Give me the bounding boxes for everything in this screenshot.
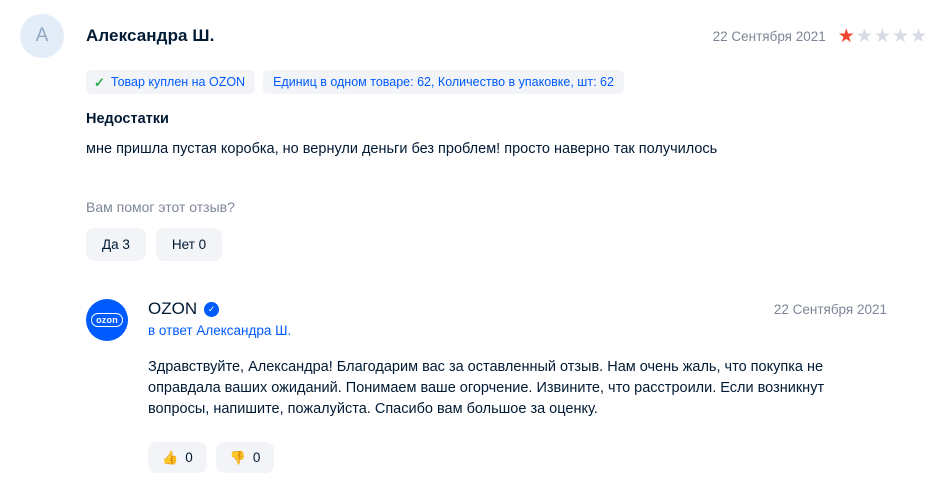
seller-reply-header <box>86 299 887 341</box>
seller-name: OZON <box>148 299 198 318</box>
seller-reply-date: 22 Сентября 2021 <box>773 302 887 317</box>
review-section-title: Недостатки <box>86 111 169 127</box>
review-meta <box>713 27 927 46</box>
seller-reply-vote-row <box>148 442 887 473</box>
ozon-logo-icon <box>86 299 128 341</box>
seller-name-row <box>148 299 291 319</box>
rating-stars <box>838 27 927 46</box>
review-date: 22 Сентября 2021 <box>712 28 826 44</box>
review-tags <box>86 70 887 94</box>
reply-to-label: в ответ Александра Ш. <box>148 323 292 338</box>
check-icon: ✓ <box>94 74 105 90</box>
reply-like-count: 0 <box>185 450 193 465</box>
review-header-main <box>86 14 927 58</box>
thumbs-down-icon: 👎 <box>229 450 246 465</box>
helpful-vote-row <box>86 228 887 261</box>
review-body <box>86 70 927 261</box>
vote-no-button[interactable]: Нет 0 <box>156 228 222 261</box>
helpful-question: Вам помог этот отзыв? <box>86 199 235 215</box>
purchased-badge-label: Товар куплен на OZON <box>110 75 246 89</box>
star-icon-1: ★ <box>837 25 855 47</box>
thumbs-up-icon: 👍 <box>162 450 179 465</box>
avatar: А <box>20 14 64 58</box>
purchased-badge <box>86 70 255 94</box>
verified-icon: ✓ <box>204 302 219 317</box>
review-header <box>20 14 927 58</box>
star-icon-3: ★ <box>873 25 891 47</box>
vote-yes-button[interactable]: Да 3 <box>86 228 146 261</box>
reply-dislike-button[interactable] <box>216 442 275 473</box>
seller-reply-text: Здравствуйте, Александра! Благодарим вас за оставленный отзыв. Нам очень жаль, что покупка не оправдала ваших ожиданий. Понимаем ваше огорчение. Извините, что расстроили. Если возникнут вопросы, напишите, пожалуйста. Спасибо вам большое за оценку. <box>148 359 825 417</box>
review-author-name: Александра Ш. <box>86 26 215 45</box>
seller-reply-header-main <box>148 299 887 338</box>
star-icon-2: ★ <box>855 25 873 47</box>
star-icon-5: ★ <box>909 25 927 47</box>
seller-identity <box>148 299 291 338</box>
reply-like-button[interactable] <box>148 442 207 473</box>
product-properties-badge: Единиц в одном товаре: 62, Количество в упаковке, шт: 62 <box>263 70 624 94</box>
ozon-logo-text: ozon <box>91 313 123 327</box>
reply-dislike-count: 0 <box>252 450 261 465</box>
seller-reply <box>86 299 927 473</box>
star-icon-4: ★ <box>891 25 909 47</box>
review-section-text: мне пришла пустая коробка, но вернули деньги без проблем! просто наверно так получилось <box>86 141 718 157</box>
